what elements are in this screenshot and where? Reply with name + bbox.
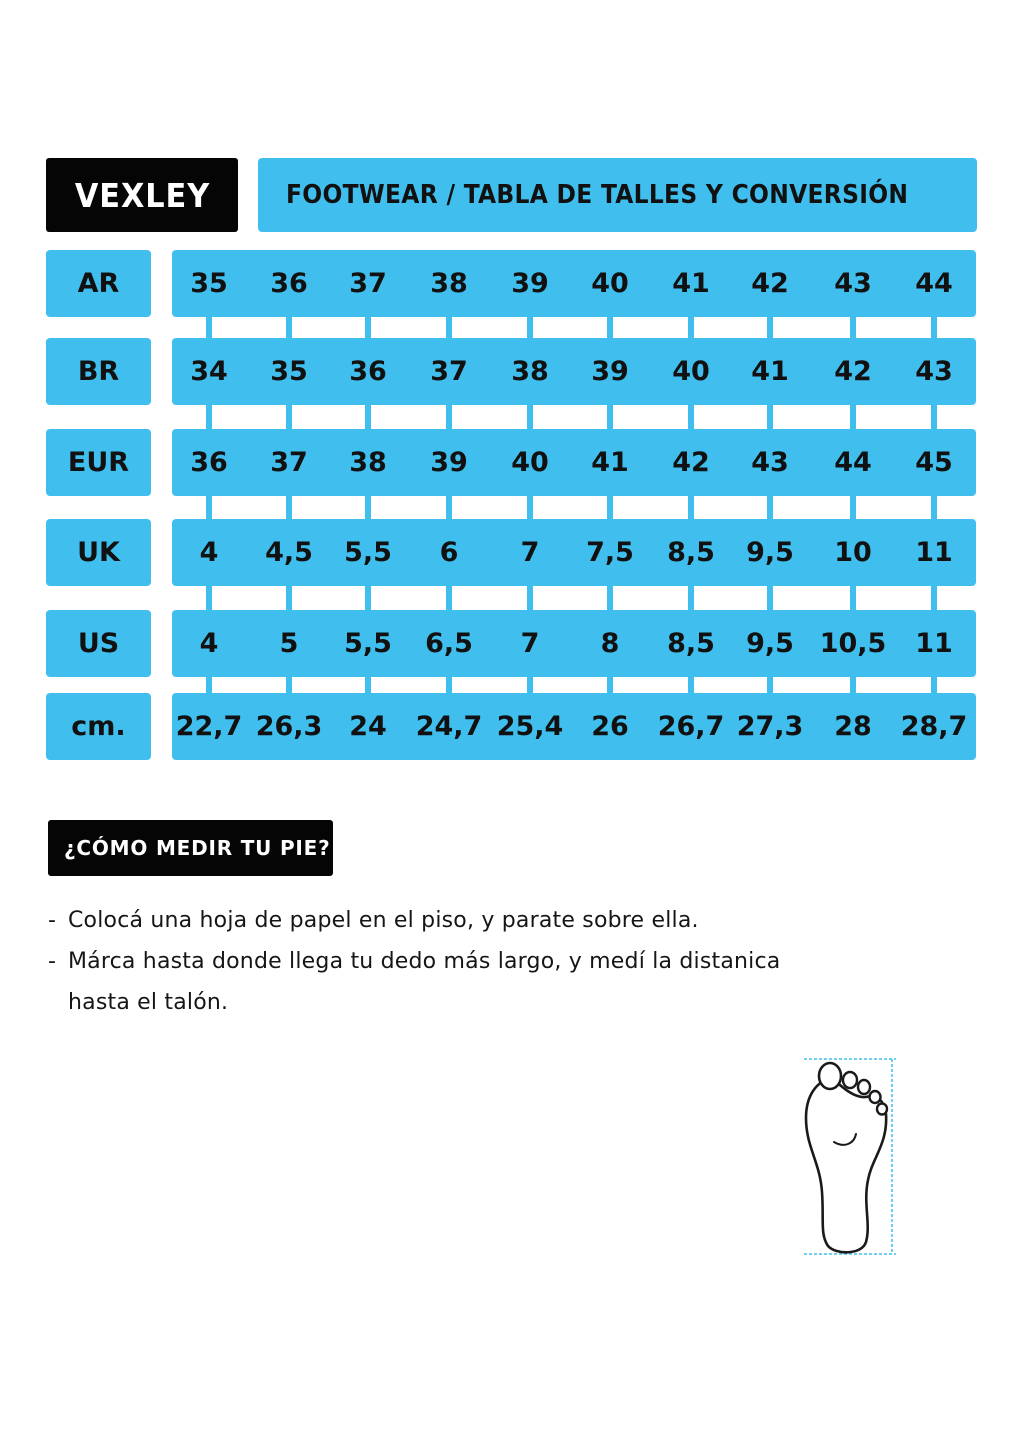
brand-logo	[46, 158, 238, 232]
row-values	[172, 519, 976, 586]
size-cell: 4	[199, 537, 219, 568]
measure-steps	[48, 900, 808, 1023]
size-cell: 38	[349, 447, 387, 478]
size-cell: 37	[349, 268, 387, 299]
size-cell: 28,7	[900, 711, 968, 742]
little-toe	[877, 1104, 887, 1115]
column-connector	[527, 317, 533, 338]
row-label: AR	[46, 250, 151, 317]
column-connector	[286, 496, 292, 519]
size-cell: 4,5	[265, 537, 313, 568]
column-connector	[527, 496, 533, 519]
column-connector	[850, 405, 856, 429]
size-cell: 24	[349, 711, 387, 742]
size-cell: 39	[430, 447, 468, 478]
row-label: BR	[46, 338, 151, 405]
size-cell: 36	[270, 268, 308, 299]
column-connector	[850, 586, 856, 610]
title-bar	[258, 158, 977, 232]
size-cell: 41	[672, 268, 710, 299]
column-connector	[850, 317, 856, 338]
column-connector	[206, 496, 212, 519]
size-cell: 28	[834, 711, 872, 742]
column-connector	[286, 405, 292, 429]
size-cell: 9,5	[746, 537, 794, 568]
size-cell: 42	[751, 268, 789, 299]
size-cell: 40	[672, 356, 710, 387]
brand-name: VEXLEY	[74, 175, 210, 215]
step-text: Márca hasta donde llega tu dedo más largo, y medí la distanica hasta el talón.	[68, 949, 781, 1015]
size-cell: 26,7	[657, 711, 725, 742]
column-connector	[607, 317, 613, 338]
size-cell: 37	[270, 447, 308, 478]
column-connector	[850, 677, 856, 693]
column-connector	[688, 405, 694, 429]
column-connector	[607, 496, 613, 519]
step-marker: -	[48, 949, 57, 974]
size-cell: 6,5	[425, 628, 473, 659]
column-connector	[206, 317, 212, 338]
toe	[870, 1091, 881, 1103]
size-cell: 41	[591, 447, 629, 478]
row-label: US	[46, 610, 151, 677]
size-cell: 35	[270, 356, 308, 387]
column-connector	[931, 405, 937, 429]
column-connector	[931, 677, 937, 693]
size-cell: 42	[672, 447, 710, 478]
column-connector	[446, 405, 452, 429]
column-connector	[206, 677, 212, 693]
row-label: UK	[46, 519, 151, 586]
column-connector	[286, 586, 292, 610]
size-cell: 22,7	[175, 711, 243, 742]
size-cell: 40	[591, 268, 629, 299]
column-connector	[931, 317, 937, 338]
size-cell: 45	[915, 447, 953, 478]
size-cell: 5,5	[344, 537, 392, 568]
size-cell: 11	[915, 537, 953, 568]
column-connector	[286, 677, 292, 693]
page-title: FOOTWEAR / TABLA DE TALLES Y CONVERSIÓN	[286, 180, 909, 210]
size-cell: 7	[520, 537, 540, 568]
size-cell: 39	[511, 268, 549, 299]
column-connector	[767, 317, 773, 338]
size-cell: 44	[834, 447, 872, 478]
size-cell: 43	[834, 268, 872, 299]
row-label: cm.	[46, 693, 151, 760]
column-connector	[365, 586, 371, 610]
column-connector	[446, 677, 452, 693]
column-connector	[688, 677, 694, 693]
column-connector	[365, 496, 371, 519]
column-connector	[446, 496, 452, 519]
size-cell: 34	[190, 356, 228, 387]
column-connector	[527, 405, 533, 429]
row-values	[172, 610, 976, 677]
size-cell: 38	[511, 356, 549, 387]
row-values	[172, 250, 976, 317]
size-cell: 42	[834, 356, 872, 387]
size-cell: 7,5	[586, 537, 634, 568]
toe	[858, 1080, 870, 1094]
size-cell: 26,3	[255, 711, 323, 742]
size-cell: 36	[349, 356, 387, 387]
size-cell: 10,5	[819, 628, 887, 659]
column-connector	[607, 405, 613, 429]
size-cell: 40	[511, 447, 549, 478]
column-connector	[767, 586, 773, 610]
column-connector	[206, 586, 212, 610]
size-cell: 5,5	[344, 628, 392, 659]
column-connector	[767, 496, 773, 519]
size-cell: 26	[591, 711, 629, 742]
size-cell: 6	[439, 537, 459, 568]
foot-illustration	[800, 1052, 900, 1262]
column-connector	[365, 317, 371, 338]
row-label: EUR	[46, 429, 151, 496]
column-connector	[931, 496, 937, 519]
column-connector	[688, 586, 694, 610]
size-cell: 38	[430, 268, 468, 299]
column-connector	[365, 677, 371, 693]
column-connector	[446, 586, 452, 610]
row-values	[172, 693, 976, 760]
size-cell: 43	[915, 356, 953, 387]
size-cell: 4	[199, 628, 219, 659]
step-marker: -	[48, 908, 57, 933]
big-toe	[819, 1063, 841, 1089]
column-connector	[206, 405, 212, 429]
size-cell: 44	[915, 268, 953, 299]
guide-badge	[48, 820, 333, 876]
size-cell: 8	[600, 628, 620, 659]
size-cell: 5	[279, 628, 299, 659]
size-cell: 7	[520, 628, 540, 659]
size-cell: 11	[915, 628, 953, 659]
size-cell: 8,5	[667, 537, 715, 568]
column-connector	[688, 317, 694, 338]
column-connector	[446, 317, 452, 338]
column-connector	[931, 586, 937, 610]
size-cell: 24,7	[415, 711, 483, 742]
row-values	[172, 338, 976, 405]
column-connector	[688, 496, 694, 519]
size-cell: 10	[834, 537, 872, 568]
size-cell: 41	[751, 356, 789, 387]
size-cell: 37	[430, 356, 468, 387]
column-connector	[527, 677, 533, 693]
column-connector	[527, 586, 533, 610]
size-cell: 8,5	[667, 628, 715, 659]
measure-step	[48, 900, 808, 941]
column-connector	[767, 677, 773, 693]
row-values	[172, 429, 976, 496]
column-connector	[607, 677, 613, 693]
column-connector	[850, 496, 856, 519]
column-connector	[365, 405, 371, 429]
column-connector	[767, 405, 773, 429]
size-cell: 36	[190, 447, 228, 478]
size-cell: 27,3	[736, 711, 804, 742]
measure-step	[48, 941, 808, 1023]
step-text: Colocá una hoja de papel en el piso, y parate sobre ella.	[68, 908, 699, 933]
size-cell: 25,4	[496, 711, 564, 742]
size-cell: 35	[190, 268, 228, 299]
column-connector	[286, 317, 292, 338]
column-connector	[607, 586, 613, 610]
size-cell: 9,5	[746, 628, 794, 659]
size-cell: 43	[751, 447, 789, 478]
size-cell: 39	[591, 356, 629, 387]
guide-title: ¿CÓMO MEDIR TU PIE?	[64, 836, 331, 860]
foot-outline-icon	[800, 1052, 900, 1262]
toe	[843, 1072, 857, 1088]
